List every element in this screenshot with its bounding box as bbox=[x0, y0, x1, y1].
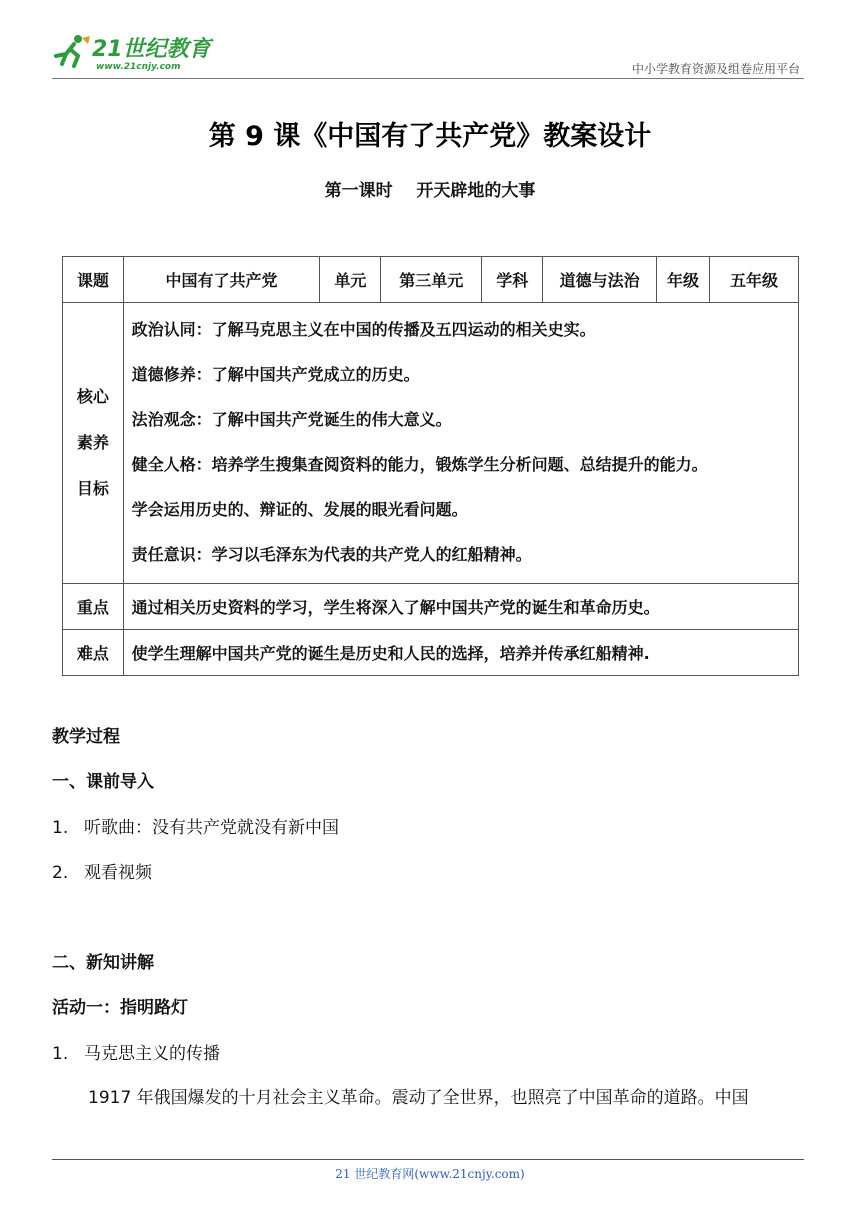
table-row-goals bbox=[63, 303, 799, 584]
list-item bbox=[52, 1039, 220, 1064]
logo-sub-text: www.21cnjy.com bbox=[96, 62, 181, 72]
paragraph: 1917 年俄国爆发的十月社会主义革命。震动了全世界，也照亮了中国革命的道路。中国 bbox=[88, 1088, 749, 1108]
goal-item: 责任意识：学习以毛泽东为代表的共产党人的红船精神。 bbox=[131, 545, 532, 564]
section-heading-2: 二、新知讲解 bbox=[52, 953, 154, 973]
page-subtitle: 第一课时 开天辟地的大事 bbox=[324, 181, 536, 201]
table-row-difficult bbox=[63, 630, 799, 676]
page-title: 第 9 课《中国有了共产党》教案设计 bbox=[208, 121, 652, 152]
label-subject: 学科 bbox=[482, 257, 543, 303]
goals-label bbox=[63, 303, 124, 584]
section-heading-1: 一、课前导入 bbox=[52, 772, 154, 792]
list-number: 1. bbox=[52, 1044, 69, 1064]
value-grade: 五年级 bbox=[710, 257, 799, 303]
value-unit: 第三单元 bbox=[381, 257, 482, 303]
goals-label-line: 素养 bbox=[76, 433, 109, 452]
table-row-basic bbox=[63, 257, 799, 303]
goals-label-line: 核心 bbox=[76, 387, 109, 406]
goals-content bbox=[123, 303, 798, 584]
difficult-content: 使学生理解中国共产党的诞生是历史和人民的选择，培养并传承红船精神. bbox=[123, 630, 798, 676]
lesson-info-table bbox=[62, 256, 799, 676]
activity-heading: 活动一：指明路灯 bbox=[52, 998, 188, 1018]
list-text: 听歌曲：没有共产党就没有新中国 bbox=[84, 818, 339, 838]
runner-icon bbox=[52, 34, 92, 70]
logo bbox=[52, 30, 222, 76]
list-item bbox=[52, 813, 339, 838]
label-unit: 单元 bbox=[320, 257, 381, 303]
list-item bbox=[52, 858, 152, 883]
goals-label-line: 目标 bbox=[76, 479, 109, 498]
value-subject: 道德与法治 bbox=[543, 257, 657, 303]
list-text: 观看视频 bbox=[84, 863, 152, 883]
list-number: 2. bbox=[52, 863, 69, 883]
footer-link[interactable]: 21 世纪教育网(www.21cnjy.com) bbox=[335, 1167, 525, 1181]
page-header bbox=[52, 30, 804, 78]
header-divider bbox=[52, 78, 804, 79]
platform-name: 中小学教育资源及组卷应用平台 bbox=[631, 62, 800, 76]
footer-divider bbox=[52, 1159, 804, 1160]
value-topic: 中国有了共产党 bbox=[123, 257, 320, 303]
goal-item: 健全人格：培养学生搜集查阅资料的能力，锻炼学生分析问题、总结提升的能力。 bbox=[131, 455, 708, 474]
goal-item: 政治认同：了解马克思主义在中国的传播及五四运动的相关史实。 bbox=[131, 320, 596, 339]
label-grade: 年级 bbox=[657, 257, 710, 303]
key-content: 通过相关历史资料的学习，学生将深入了解中国共产党的诞生和革命历史。 bbox=[123, 584, 798, 630]
logo-main-text: 21世纪教育 bbox=[92, 37, 211, 62]
goal-item: 学会运用历史的、辩证的、发展的眼光看问题。 bbox=[131, 500, 468, 519]
list-number: 1. bbox=[52, 818, 69, 838]
table-row-key bbox=[63, 584, 799, 630]
list-text: 马克思主义的传播 bbox=[84, 1044, 220, 1064]
label-topic: 课题 bbox=[63, 257, 124, 303]
difficult-label: 难点 bbox=[63, 630, 124, 676]
goal-item: 法治观念：了解中国共产党诞生的伟大意义。 bbox=[131, 410, 452, 429]
goal-item: 道德修养：了解中国共产党成立的历史。 bbox=[131, 365, 420, 384]
process-heading: 教学过程 bbox=[52, 727, 120, 747]
key-label: 重点 bbox=[63, 584, 124, 630]
